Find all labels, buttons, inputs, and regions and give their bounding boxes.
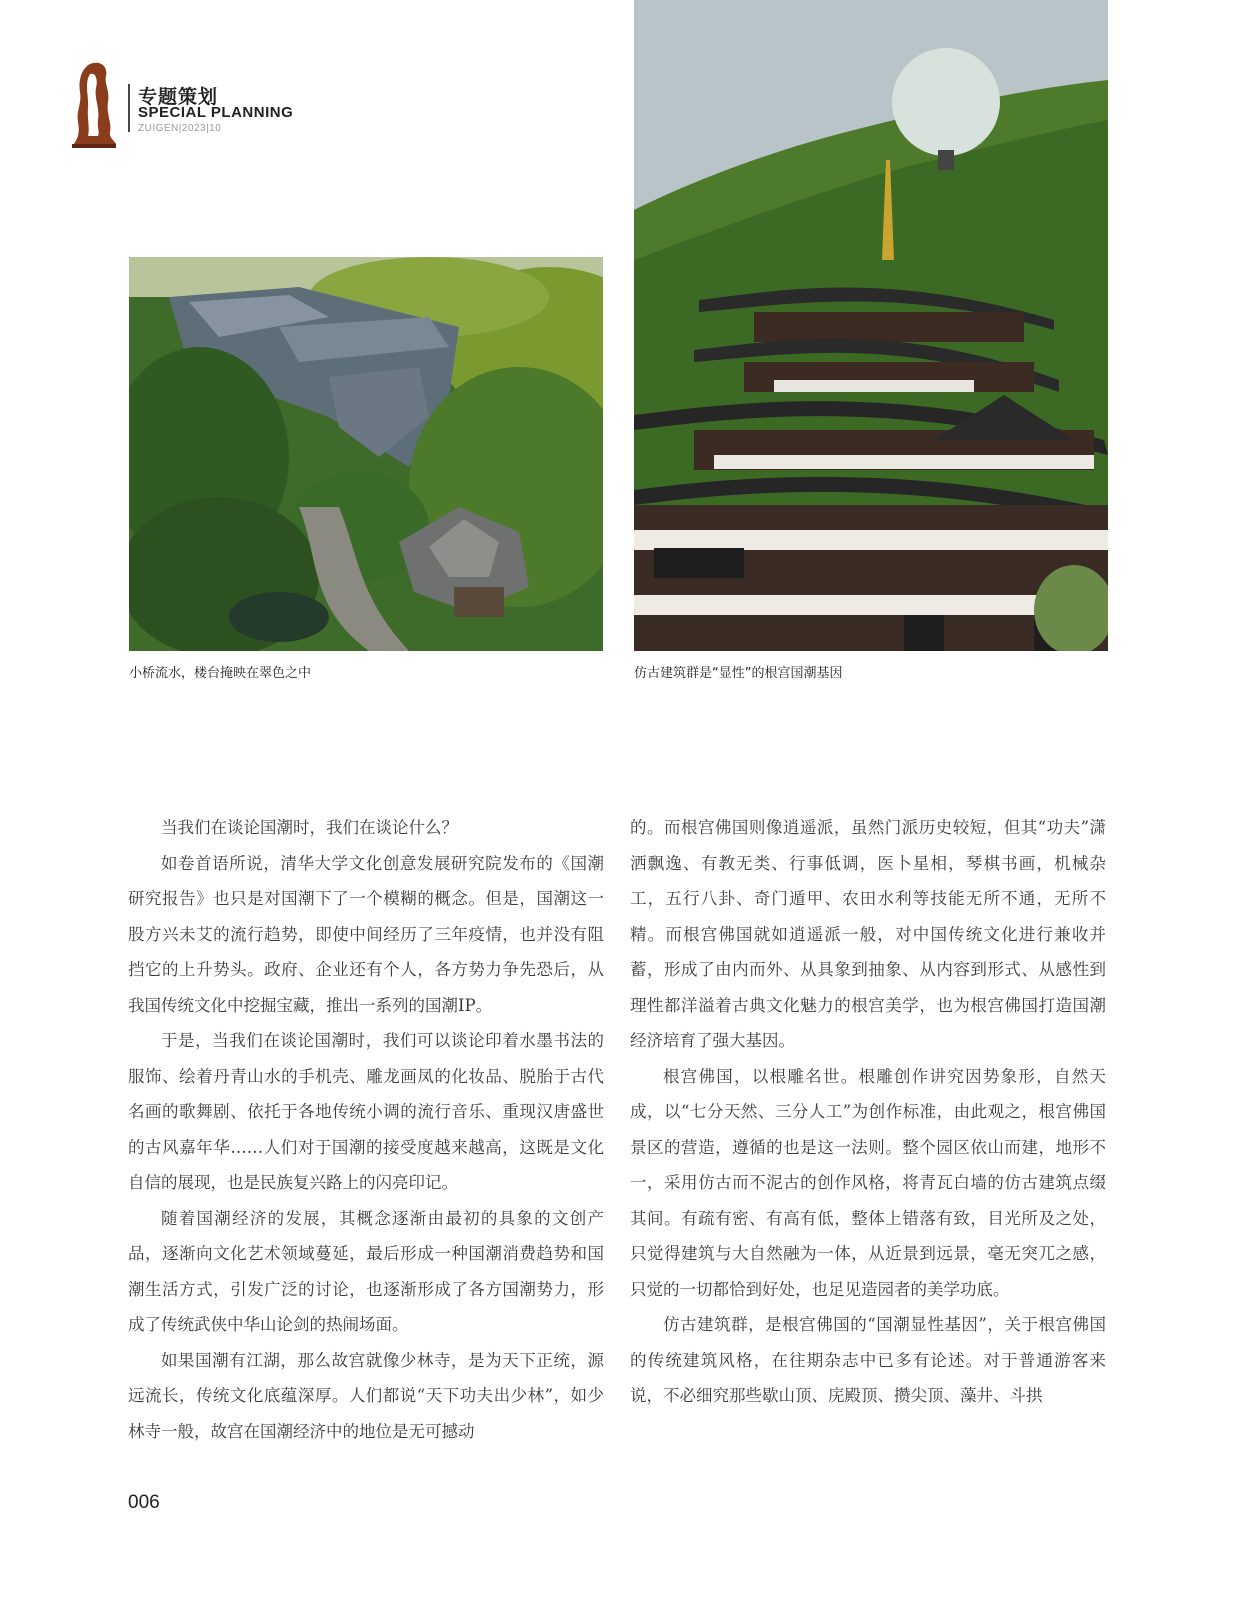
article-paragraph: 当我们在谈论国潮时，我们在谈论什么？ — [161, 818, 458, 837]
header-divider — [128, 84, 130, 132]
article-left-column — [128, 810, 604, 1449]
garden-aerial-photo — [129, 257, 603, 651]
right-photo-caption: 仿古建筑群是“显性”的根宫国潮基因 — [634, 666, 843, 681]
pagoda-photo — [634, 0, 1108, 651]
article-paragraph: 随着国潮经济的发展，其概念逐渐由最初的具象的文创产品，逐渐向文化艺术领域蔓延，最后形成一种国潮消费趋势和国潮生活方式，引发广泛的讨论，也逐渐形成了各方国潮势力，形成了传统武侠中华山论剑的热闹场面。 — [128, 1208, 604, 1334]
section-title-cn: 专题策划 — [138, 86, 219, 108]
left-photo-caption: 小桥流水，楼台掩映在翠色之中 — [129, 666, 312, 681]
article-paragraph: 于是，当我们在谈论国潮时，我们可以谈论印着水墨书法的服饰、绘着丹青山水的手机壳、雕龙画凤的化妆品、脱胎于古代名画的歌舞剧、依托于各地传统小调的流行音乐、重现汉唐盛世的古风嘉年华……人们对于国潮的接受度越来越高，这既是文化自信的展现，也是民族复兴路上的闪亮印记。 — [128, 1031, 604, 1192]
article-paragraph: 如卷首语所说，清华大学文化创意发展研究院发布的《国潮研究报告》也只是对国潮下了一个模糊的概念。但是，国潮这一股方兴未艾的流行趋势，即使中间经历了三年疫情，也并没有阻挡它的上升势头。政府、企业还有个人，各方势力争先恐后，从我国传统文化中挖掘宝藏，推出一系列的国潮IP。 — [128, 853, 604, 1015]
article-paragraph-continuation: 的。而根宫佛国则像逍遥派，虽然门派历史较短，但其“功夫”潇洒飘逸、有教无类、行事低调，医卜星相，琴棋书画，机械杂工，五行八卦、奇门遁甲、农田水利等技能无所不通，无所不精。而根宫佛国就如逍遥派一般，对中国传统文化进行兼收并蓄，形成了由内而外、从具象到抽象、从内容到形式、从感性到理性都洋溢着古典文化魅力的根宫美学，也为根宫佛国打造国潮经济培育了强大基因。 — [630, 818, 1106, 1050]
article-right-column — [630, 810, 1106, 1414]
section-title-en: SPECIAL PLANNING — [138, 104, 294, 121]
page-number: 006 — [128, 1492, 160, 1513]
article-paragraph: 根宫佛国，以根雕名世。根雕创作讲究因势象形，自然天成，以“七分天然、三分人工”为创作标准，由此观之，根宫佛国景区的营造，遵循的也是这一法则。整个园区依山而建，地形不一，采用仿古而不泥古的创作风格，将青瓦白墙的仿古建筑点缀其间。有疏有密、有高有低，整体上错落有致，目光所及之处，只觉得建筑与大自然融为一体，从近景到远景，毫无突兀之感，只觉的一切都恰到好处，也足见造园者的美学功底。 — [630, 1066, 1106, 1299]
article-paragraph: 仿古建筑群，是根宫佛国的“国潮显性基因”，关于根宫佛国的传统建筑风格，在往期杂志中已多有论述。对于普通游客来说，不必细究那些歇山顶、庑殿顶、攒尖顶、藻井、斗拱 — [630, 1315, 1106, 1405]
issue-label: ZUIGEN|2023|10 — [138, 123, 222, 134]
article-paragraph: 如果国潮有江湖，那么故宫就像少林寺，是为天下正统，源远流长，传统文化底蕴深厚。人们都说“天下功夫出少林”，如少林寺一般，故宫在国潮经济中的地位是无可撼动 — [128, 1350, 604, 1441]
root-sculpture-logo-icon — [70, 60, 118, 148]
